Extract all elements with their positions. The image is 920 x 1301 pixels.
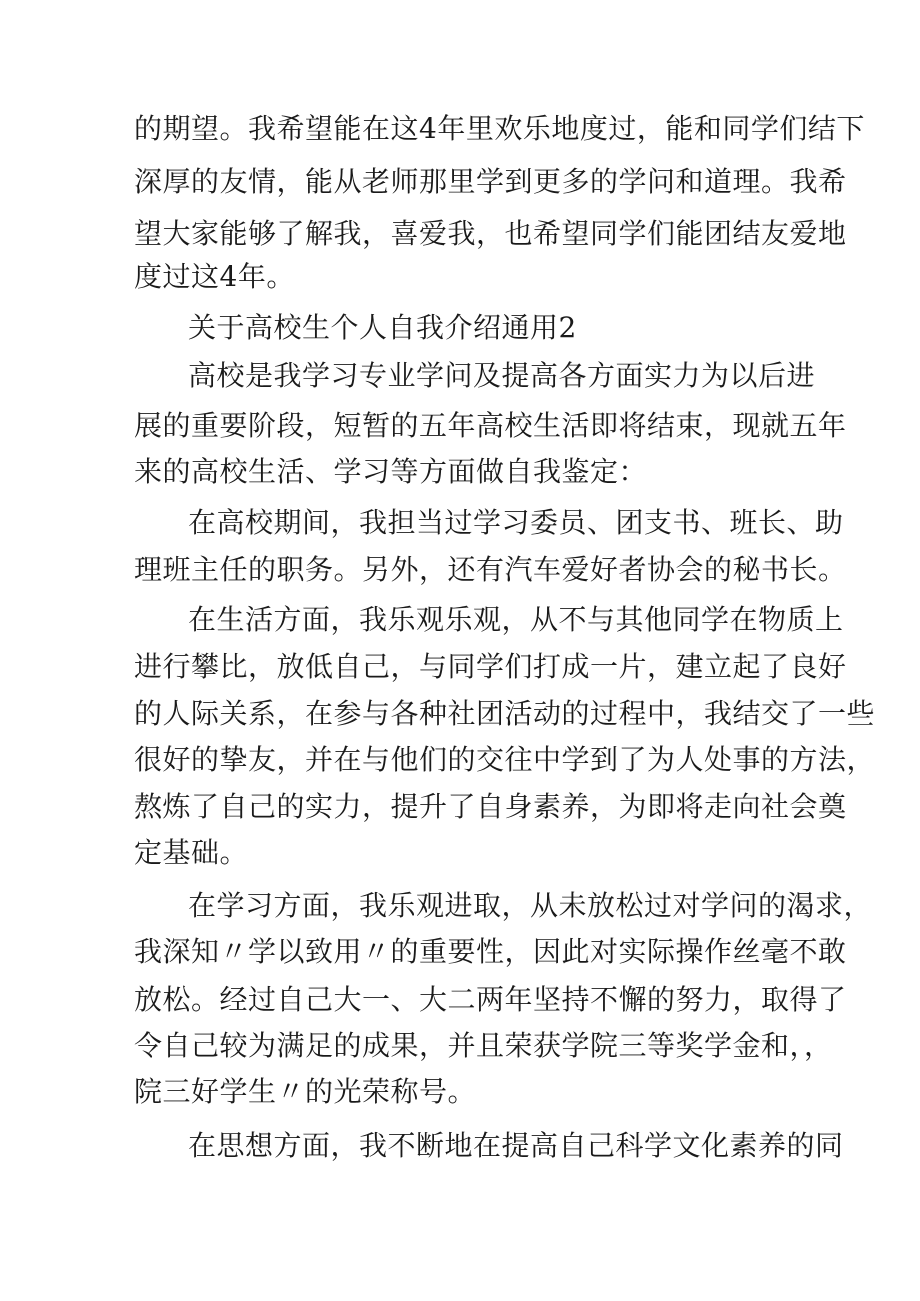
- paragraph-line-21: 院三好学生〃的光荣称号。: [134, 1075, 477, 1108]
- paragraph-line-1: 的期望。我希望能在这4年里欢乐地度过，能和同学们结下: [134, 112, 865, 145]
- paragraph-line-10: 理班主任的职务。另外，还有汽车爱好者协会的秘书长。: [134, 553, 847, 586]
- paragraph-line-12: 进行攀比，放低自己，与同学们打成一片，建立起了良好: [134, 650, 847, 683]
- paragraph-line-11: 在生活方面，我乐观乐观，从不与其他同学在物质上: [188, 603, 844, 636]
- paragraph-line-9: 在高校期间，我担当过学习委员、团支书、班长、助: [188, 506, 844, 539]
- paragraph-line-8: 来的高校生活、学习等方面做自我鉴定：: [134, 455, 648, 488]
- paragraph-line-4: 度过这4年。: [134, 260, 295, 293]
- paragraph-line-6: 高校是我学习专业学问及提高各方面实力为以后进: [188, 359, 816, 392]
- paragraph-line-2: 深厚的友情，能从老师那里学到更多的学问和道理。我希: [134, 165, 847, 198]
- paragraph-line-3: 望大家能够了解我，喜爱我，也希望同学们能团结友爱地: [134, 217, 847, 250]
- paragraph-line-16: 定基础。: [134, 836, 249, 869]
- paragraph-line-13: 的人际关系，在参与各种社团活动的过程中，我结交了一些: [134, 697, 876, 730]
- paragraph-line-7: 展的重要阶段，短暂的五年高校生活即将结束，现就五年: [134, 409, 847, 442]
- paragraph-line-22: 在思想方面，我不断地在提高自己科学文化素养的同: [188, 1129, 844, 1162]
- paragraph-line-14: 很好的挚友，并在与他们的交往中学到了为人处事的方法，: [134, 743, 876, 776]
- section-heading: 关于高校生个人自我介绍通用2: [188, 311, 577, 344]
- paragraph-line-15: 熬炼了自己的实力，提升了自身素养，为即将走向社会奠: [134, 790, 847, 823]
- paragraph-line-18: 我深知〃学以致用〃的重要性，因此对实际操作丝毫不敢: [134, 935, 847, 968]
- paragraph-line-19: 放松。经过自己大一、大二两年坚持不懈的努力，取得了: [134, 983, 847, 1016]
- paragraph-line-20: 令自己较为满足的成果，并且荣获学院三等奖学金和，，: [134, 1029, 833, 1062]
- paragraph-line-17: 在学习方面，我乐观进取，从未放松过对学问的渴求，: [188, 889, 873, 922]
